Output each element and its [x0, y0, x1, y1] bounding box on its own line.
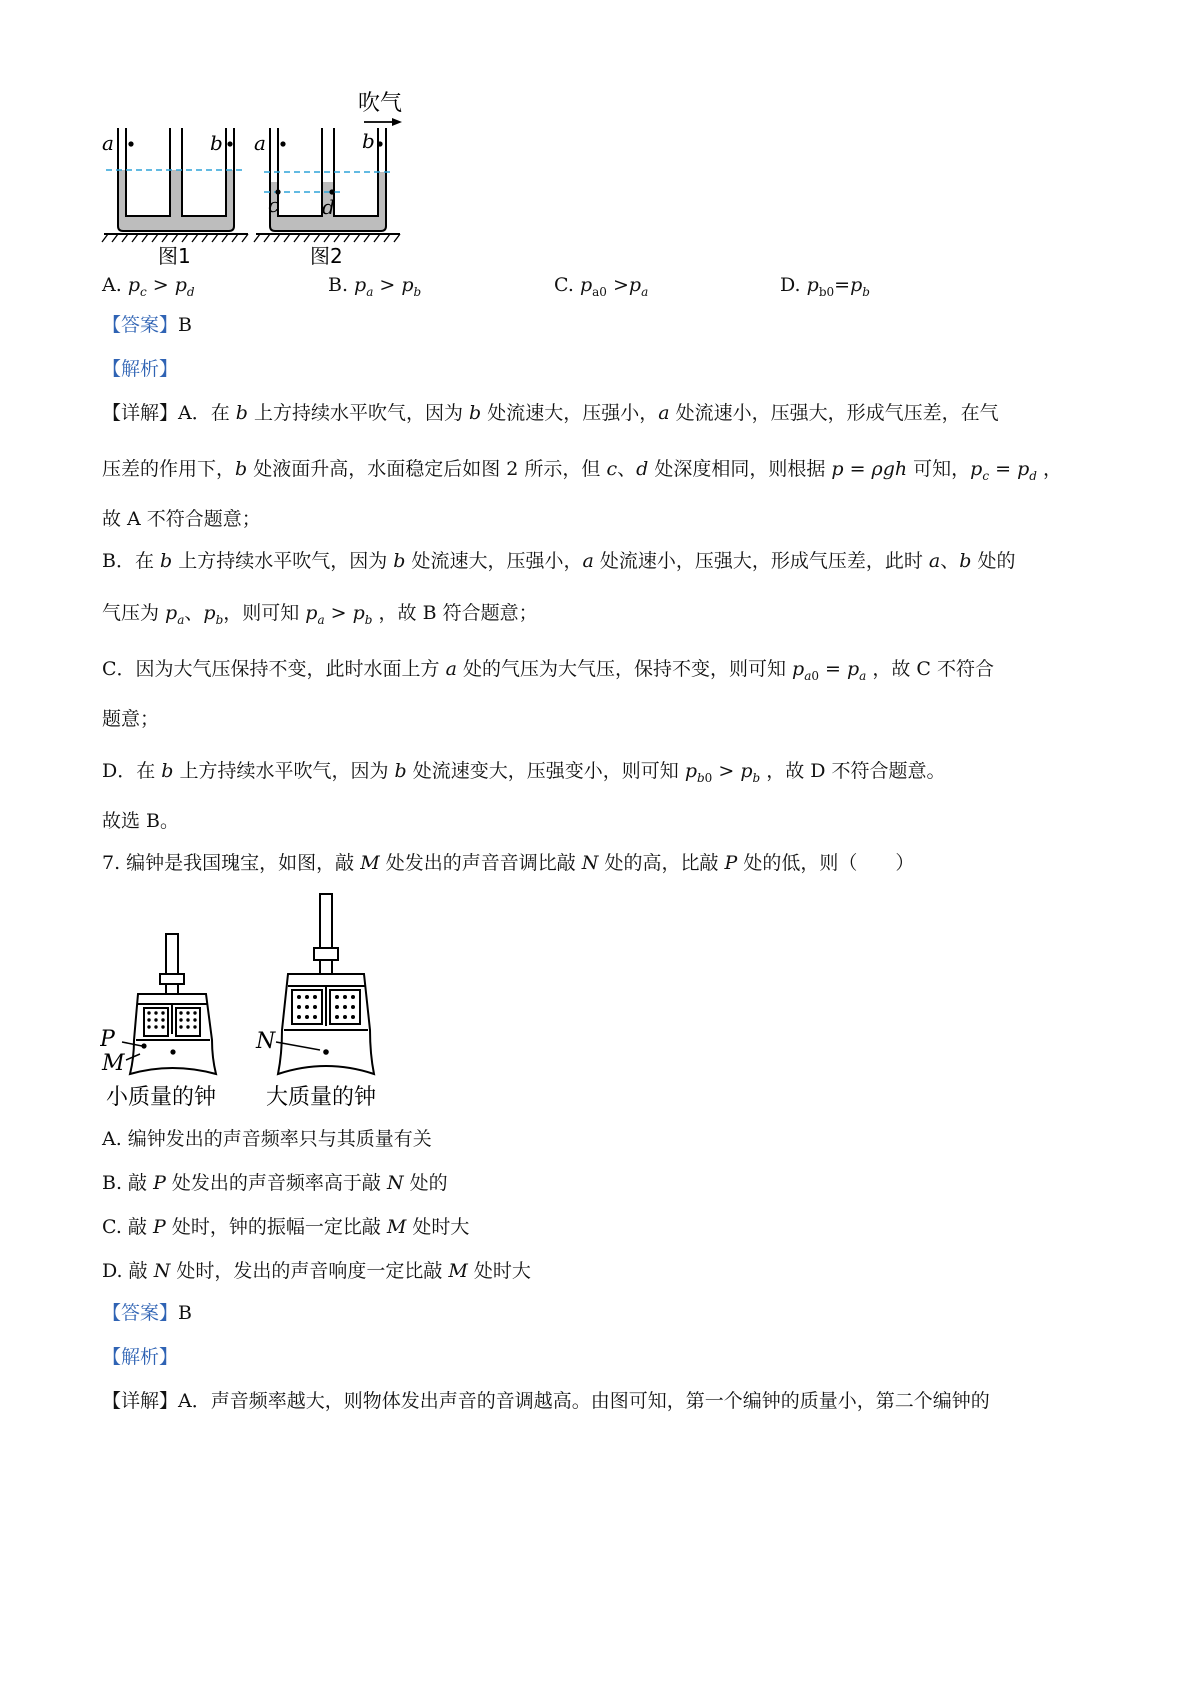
q7-option-b: B. 敲 P 处发出的声音频率高于敲 N 处的 [102, 1172, 448, 1194]
q7-option-d: D. 敲 N 处时，发出的声音响度一定比敲 M 处时大 [102, 1260, 531, 1282]
small-bell-studs [141, 1011, 196, 1054]
figure-1 [102, 128, 248, 268]
large-bell [278, 894, 374, 1074]
answer-tag: 【答案】 [102, 314, 179, 336]
q6-detail-line-7: 题意； [102, 708, 160, 730]
q6-answer: 【答案】B [102, 314, 192, 336]
q7-answer: 【答案】B [102, 1302, 192, 1324]
q6-option-b: B. $p_a > p_b$ [328, 274, 422, 299]
large-bell-caption: 大质量的钟 [266, 1085, 377, 1110]
label-d: d [322, 195, 335, 219]
q6-analysis-tag: 【解析】 [102, 358, 179, 380]
q6-conclusion: 故选 B。 [102, 810, 180, 832]
label-N: N [256, 1029, 276, 1054]
q6-detail-line-8: D．在 b 上方持续水平吹气，因为 b 处流速变大，压强变小，则可知 $p_{b0} > p_b$ ，故 D 不符合题意。 [102, 760, 946, 785]
fig2-caption: 图2 [310, 244, 343, 268]
q7-option-a: A. 编钟发出的声音频率只与其质量有关 [102, 1128, 432, 1150]
label-b-1: b [210, 131, 223, 155]
q6-detail-line-3: 故 A 不符合题意； [102, 508, 261, 530]
u-tube-figure [100, 88, 440, 268]
q6-detail-line-2: 压差的作用下，b 处液面升高，水面稳定后如图 2 所示，但 c、d 处深度相同，则根据 p = ρgh 可知，$p_c = p_d$ ， [102, 458, 1062, 483]
bells-figure [100, 890, 400, 1112]
q6-detail-line-5: 气压为 $p_a$、$p_b$，则可知 $p_a > p_b$ ，故 B 符合题意； [102, 602, 538, 627]
label-b-2: b [362, 129, 375, 153]
q7-detail-line-1: 【详解】A．声音频率越大，则物体发出声音的音调越高。由图可知，第一个编钟的质量小，第二个编钟的 [102, 1390, 990, 1412]
q6-option-a: A. $p_c > p_d$ [102, 274, 195, 299]
q7-option-c: C. 敲 P 处时，钟的振幅一定比敲 M 处时大 [102, 1216, 470, 1238]
figure-2 [254, 91, 402, 268]
q6-detail-line-1: 【详解】A．在 b 上方持续水平吹气，因为 b 处流速大，压强小，a 处流速小，压强大，形成气压差，在气 [102, 402, 999, 424]
q6-option-d: D. $p_{b0}=p_b$ [780, 274, 870, 299]
small-bell-caption: 小质量的钟 [106, 1085, 217, 1110]
label-P: P [100, 1027, 115, 1052]
q6-option-c: C. $p_{a0} >p_a$ [554, 274, 649, 299]
label-M: M [102, 1051, 125, 1076]
q7-analysis-tag: 【解析】 [102, 1346, 179, 1368]
q6-detail-line-6: C．因为大气压保持不变，此时水面上方 a 处的气压为大气压，保持不变，则可知 $p_{a0} = p_a$ ，故 C 不符合 [102, 658, 994, 683]
label-a-1: a [102, 131, 114, 155]
blow-label: 吹气 [358, 91, 403, 116]
q6-detail-line-4: B．在 b 上方持续水平吹气，因为 b 处流速大，压强小，a 处流速小，压强大，形成气压差，此时 a、b 处的 [102, 550, 1016, 572]
answer-tag-7: 【答案】 [102, 1302, 179, 1324]
q7-stem: 7. 编钟是我国瑰宝，如图，敲 M 处发出的声音音调比敲 N 处的高，比敲 P 处的低，则（ ） [102, 852, 915, 874]
label-c: c [268, 193, 280, 217]
fig1-caption: 图1 [158, 244, 191, 268]
label-a-2: a [254, 131, 266, 155]
